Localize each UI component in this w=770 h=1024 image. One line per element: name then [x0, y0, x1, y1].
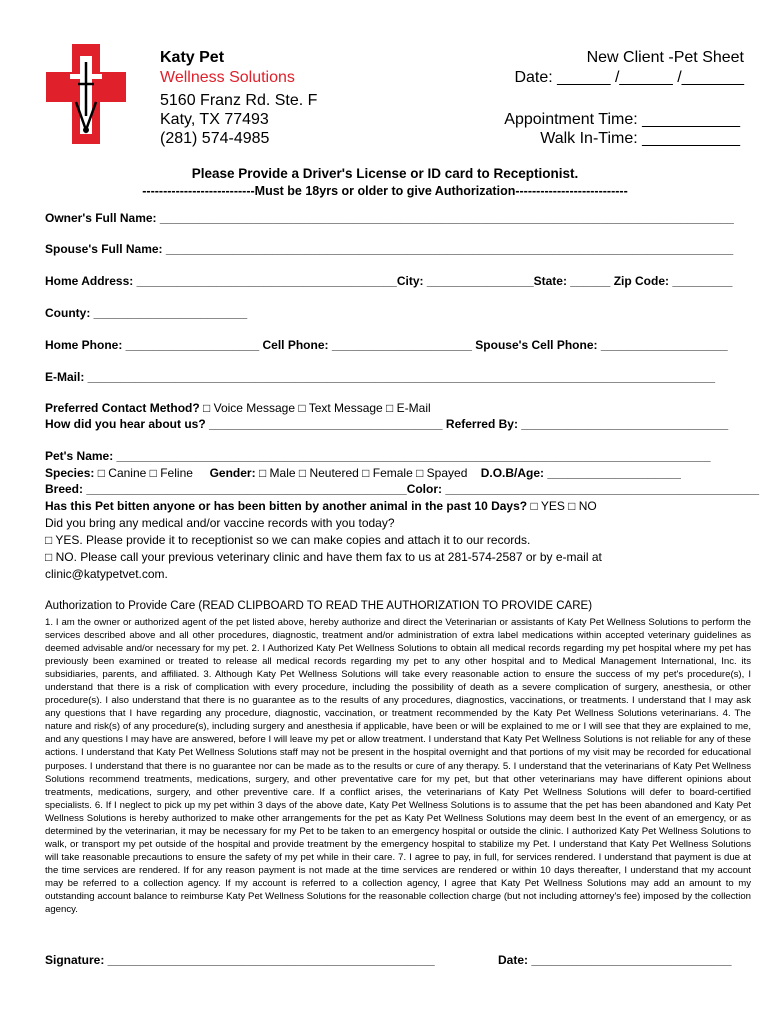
signature-field[interactable]: Signature: _________________________________________________: [45, 953, 435, 967]
authorization-heading: Authorization to Provide Care (READ CLIPBOARD TO READ THE AUTHORIZATION TO PROVIDE CARE): [45, 600, 593, 612]
clinic-subtitle: Wellness Solutions: [160, 69, 295, 86]
records-yes-option[interactable]: □ YES. Please provide it to receptionist so we can make copies and attach it to our records.: [45, 533, 531, 547]
contact-method-options[interactable]: □ Voice Message □ Text Message □ E-Mail: [203, 401, 431, 415]
clinic-logo: [46, 44, 126, 144]
authorization-text: 1. I am the owner or authorized agent of the pet listed above, hereby authorize and direct the Veterinarian or assistants of Katy Pet Wellness Solutions to perform the services described above and all other procedures, diagnostic, treatment and/or administration of extra label medications within accepted veterinary guidelines as deemed advisable and/or necessary for my pet. 2. I Authorized Katy Pet Wellness Solutions to obtain all medical records regarding my pet hospital where my pet has previously been examined or treated to release all medical records regarding my pet to any other hospital and to Medical Management International, Inc. its subsidiaries, parents, and affiliated. 3. Although Katy Pet Wellness Solutions will take every reasonable action to ensure the success of my pet's procedure(s), I understand that there is a risk of complication with every procedure, including the possibility of death as a severe complication of surgery, anesthesia, or other procedure(s). I also understand that there is no guarantee as to the results of any procedures, diagnostics, vaccinations, or treatments. I understand that I may ask any questions that I have regarding any procedure, diagnostic, vaccination, or treatment recommended by the Katy Pet Wellness Solutions veterinarians. 4. The nature and risk(s) of any procedure(s), including surgery and anesthesia if applicable, have been or will be explained to me or I will see that they are explained to me, and any questions I may have are answered, before I will leave my pet or allow treatment. I understand that Katy Pet Wellness Solutions is not reliable for any of these actions. I understand that Katy Pet Wellness Solutions staff may not be present in the hospital overnight and that portions of my visit may be recorded for educational purposes. I understand that there is no guarantee nor can be made as to the results or cure of any therapy. 5. I understand that the veterinarians of Katy Pet Wellness Solutions recommend treatments, medications, surgery, and other preventative care for my pet, but that other veterinarians may have different opinions about treatments, medications, surgery, and other preventive care. If a conflict arises, the veterinarians of Katy Pet Wellness Solutions will defer to board-certified specialists. 6. If I neglect to pick up my pet within 3 days of the above date, Katy Pet Wellness Solutions is to assume that the pet has been abandoned and Katy Pet Wellness Solutions is hereby authorized to make other arrangements for the pet as Katy Pet Wellness Solutions may deem best In the event of an emergency, or as determined by the veterinarian, it may be necessary for my Pet to be taken to an emergency hospital or outside the clinic. I authorized Katy Pet Wellness Solutions to walk, or transport my pet outside of the hospital and provide treatment by the emergency hospital to stabilize my Pet. I understand that Katy Pet Wellness Solutions will take reasonable precautions to ensure the safety of my pet while in their care. 7. I agree to pay, in full, for services rendered. I understand that payment is due at the time services are rendered. If for any reason payment is not made at the time services are rendered or within 10 days thereafter, I understand that my account may be referred to a collection agency. If my account is referred to a collection agency, I agree that Katy Pet Wellness Solutions may add an amount to my outstanding account balance to reimburse Katy Pet Wellness Solutions for the reasonable collection charge (but not including attorney's fee) imposed by the collection agency.: [45, 617, 751, 916]
species-options[interactable]: □ Canine □ Feline: [97, 466, 193, 480]
dob-field[interactable]: D.O.B/Age: ____________________: [480, 466, 681, 480]
appointment-time[interactable]: Appointment Time: ___________: [504, 111, 740, 128]
species-label: Species:: [45, 466, 95, 480]
gender-options[interactable]: □ Male □ Neutered □ Female □ Spayed: [258, 466, 468, 480]
email-field[interactable]: E-Mail: ______________________________________________________________________________________________: [45, 370, 716, 384]
county-field[interactable]: County: _______________________: [45, 306, 248, 320]
age-notice: ---------------------------Must be 18yrs or older to give Authorization---------------------------: [142, 184, 628, 198]
records-no-option[interactable]: □ NO. Please call your previous veterinary clinic and have them fax to us at 281-574-2587 or by e-mail at: [45, 550, 602, 564]
records-question: Did you bring any medical and/or vaccine records with you today?: [45, 516, 395, 530]
clinic-email: clinic@katypetvet.com.: [45, 567, 168, 581]
gender-label: Gender:: [209, 466, 256, 480]
breed-color-field[interactable]: Breed: ________________________________________________Color: _______________________________________________: [45, 482, 760, 496]
phone-fields[interactable]: Home Phone: ____________________ Cell Phone: _____________________ Spouse's Cell Phone: ___________________: [45, 338, 728, 352]
signature-date-field[interactable]: Date: ______________________________: [498, 953, 732, 967]
clinic-address-line1: 5160 Franz Rd. Ste. F: [160, 92, 318, 109]
referral-field[interactable]: How did you hear about us? ___________________________________ Referred By: _______________________________: [45, 417, 729, 431]
clinic-phone: (281) 574-4985: [160, 130, 270, 147]
owner-name-field[interactable]: Owner's Full Name: ______________________________________________________________________________________: [45, 211, 734, 225]
sheet-title: New Client -Pet Sheet: [586, 49, 744, 66]
address-field[interactable]: Home Address: _______________________________________City: ________________State: ______ Zip Code: _________: [45, 274, 733, 288]
clinic-address-line2: Katy, TX 77493: [160, 111, 269, 128]
id-notice: Please Provide a Driver's License or ID card to Receptionist.: [191, 166, 579, 181]
walk-in-time[interactable]: Walk In-Time: ___________: [540, 130, 740, 147]
bite-options[interactable]: □ YES □ NO: [530, 499, 597, 513]
clinic-name: Katy Pet: [160, 49, 225, 66]
spouse-name-field[interactable]: Spouse's Full Name: _____________________________________________________________________________________: [45, 242, 734, 256]
pet-name-field[interactable]: Pet's Name: _________________________________________________________________________________________: [45, 449, 711, 463]
bite-question: Has this Pet bitten anyone or has been bitten by another animal in the past 10 Days?: [45, 499, 528, 513]
contact-method-label: Preferred Contact Method?: [45, 401, 200, 415]
sheet-date[interactable]: Date: ______ /______ /_______: [514, 69, 744, 86]
